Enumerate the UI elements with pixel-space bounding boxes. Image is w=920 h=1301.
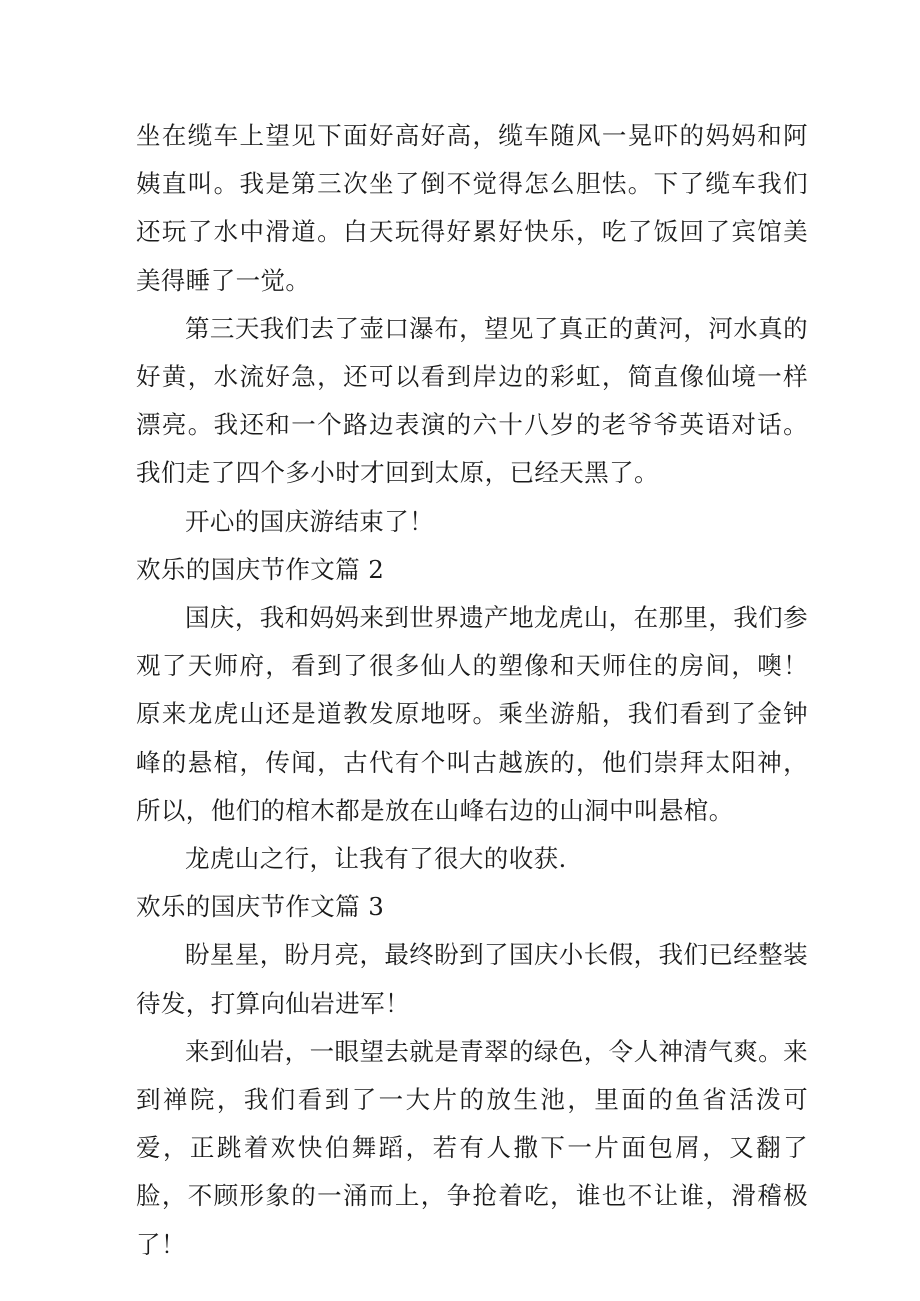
section-heading-2: 欢乐的国庆节作文篇 2	[136, 554, 385, 584]
paragraph-holiday-arrival: 盼星星，盼月亮，最终盼到了国庆小长假，我们已经整装待发，打算向仙岩进军！	[136, 940, 808, 1018]
paragraph-longhushan: 国庆，我和妈妈来到世界遗产地龙虎山，在那里，我们参观了天师府，看到了很多仙人的塑像和天师住的房间，噢！原来龙虎山还是道教发原地呀。乘坐游船，我们看到了金钟峰的悬棺，传闻，古代有个叫古越族的，他们崇拜太阳神，所以，他们的棺木都是放在山峰右边的山洞中叫悬棺。	[136, 603, 808, 825]
paragraph-longhushan-harvest: 龙虎山之行，让我有了很大的收获.	[185, 844, 567, 874]
document-body	[136, 112, 808, 1269]
paragraph-cable-car: 坐在缆车上望见下面好高好高，缆车随风一晃吓的妈妈和阿姨直叫。我是第三次坐了倒不觉得怎么胆怯。下了缆车我们还玩了水中滑道。白天玩得好累好快乐，吃了饭回了宾馆美美得睡了一觉。	[136, 121, 808, 295]
paragraph-hukou-waterfall: 第三天我们去了壶口瀑布，望见了真正的黄河，河水真的好黄，水流好急，还可以看到岸边的彩虹，简直像仙境一样漂亮。我还和一个路边表演的六十八岁的老爷爷英语对话。我们走了四个多小时才回到太原，已经天黑了。	[136, 313, 808, 488]
paragraph-trip-end: 开心的国庆游结束了！	[185, 506, 434, 536]
paragraph-xianyan: 来到仙岩，一眼望去就是青翠的绿色，令人神清气爽。来到禅院，我们看到了一大片的放生池，里面的鱼省活泼可爱，正跳着欢快伯舞蹈，若有人撒下一片面包屑，又翻了脸，不顾形象的一涌而上，争抢着吃，谁也不让谁，滑稽极了！	[136, 1036, 808, 1259]
section-heading-3: 欢乐的国庆节作文篇 3	[136, 892, 385, 922]
